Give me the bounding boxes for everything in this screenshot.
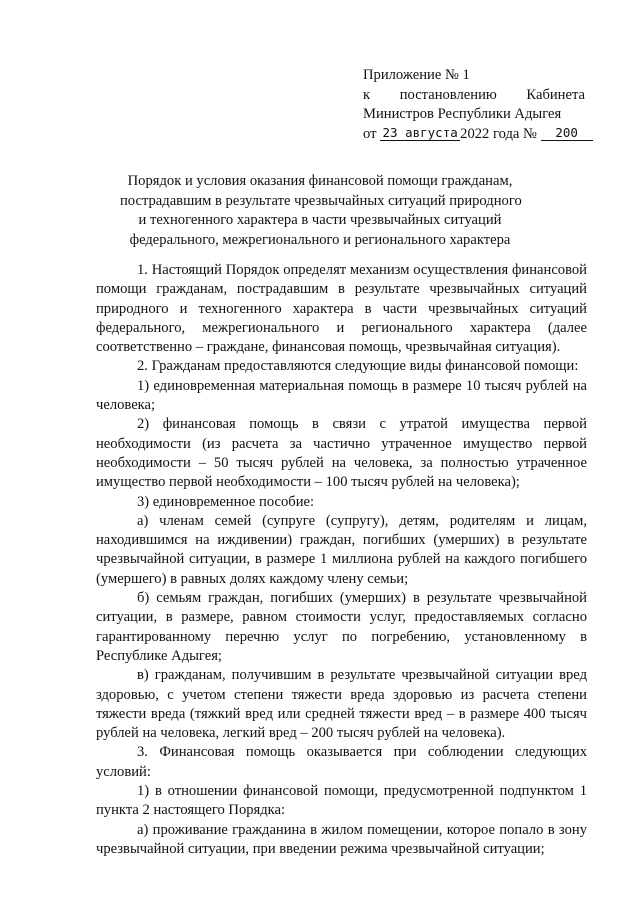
paragraph: а) членам семей (супруге (супругу), детям, родителям и лицам, находившимся на иждивении) граждан, погибших (умерших) в результате чрезвычайной ситуации, в размере 1 миллиона рублей на каждого погибшего (умершего) в равных долях каждому члену семьи; [96, 512, 587, 587]
paragraph: 1. Настоящий Порядок определят механизм осуществления финансовой помощи гражданам, пострадавшим в результате чрезвычайных ситуаций природного и техногенного характера в части чрезвычайных ситуаций федерального, межрегионального и регионального характера (далее соответственно – граждане, финансовая помощь, чрезвычайная ситуация). [96, 262, 587, 356]
title-line: и техногенного характера в части чрезвычайных ситуаций [138, 212, 502, 229]
appendix-word: Кабинета [526, 86, 585, 103]
paragraph: 1) единовременная материальная помощь в размере 10 тысяч рублей на человека; [96, 377, 587, 414]
appendix-date-line [363, 125, 585, 145]
paragraph: 3) единовременное пособие: [137, 493, 315, 510]
appendix-line-2 [363, 86, 585, 106]
appendix-line-3: Министров Республики Адыгея [363, 106, 562, 122]
title-line: федерального, межрегионального и регионального характера [129, 231, 511, 248]
date-prefix: от [363, 125, 377, 142]
paragraph: 3. Финансовая помощь оказывается при соблюдении следующих условий: [96, 744, 587, 780]
paragraph: 2. Гражданам предоставляются следующие виды финансовой помощи: [137, 358, 579, 375]
paragraph: 2) финансовая помощь в связи с утратой имущества первой необходимости (из расчета за частично утраченное имущество первой необходимости – 50 тысяч рублей на человека, за полностью утраченное имущество первой необходимости – 100 тысяч рублей на человека); [96, 416, 587, 491]
date-suffix: 2022 года № [460, 125, 537, 142]
title-line: пострадавшим в результате чрезвычайных ситуаций природного [120, 192, 522, 209]
paragraph: в) гражданам, получившим в результате чрезвычайной ситуации вред здоровью, с учетом степени тяжести вреда здоровью из расчета степени тяжести вреда (тяжкий вред или средней тяжести вред – в размере 400 тысяч рублей на человека, легкий вред – 200 тысяч рублей на человека). [96, 667, 587, 742]
paragraph: 1) в отношении финансовой помощи, предусмотренной подпунктом 1 пункта 2 настоящего Порядка: [96, 783, 587, 819]
decree-number: 200 [541, 126, 593, 141]
appendix-word: постановлению [399, 86, 497, 103]
document-body [96, 261, 587, 859]
date-value: 23 августа [380, 126, 460, 141]
paragraph: б) семьям граждан, погибших (умерших) в результате чрезвычайной ситуации, в размере, равном стоимости услуг, предоставляемых согласно гарантированному перечню услуг по погребению, установленному в Республике Адыгея; [96, 590, 587, 664]
appendix-title: Приложение № 1 [363, 67, 470, 83]
title-line: Порядок и условия оказания финансовой помощи гражданам, [127, 173, 513, 189]
appendix-header [363, 66, 585, 144]
document-title [120, 172, 520, 250]
appendix-word: к [363, 86, 371, 103]
paragraph: а) проживание гражданина в жилом помещении, которое попало в зону чрезвычайной ситуации, при введении режима чрезвычайной ситуации; [96, 821, 587, 857]
